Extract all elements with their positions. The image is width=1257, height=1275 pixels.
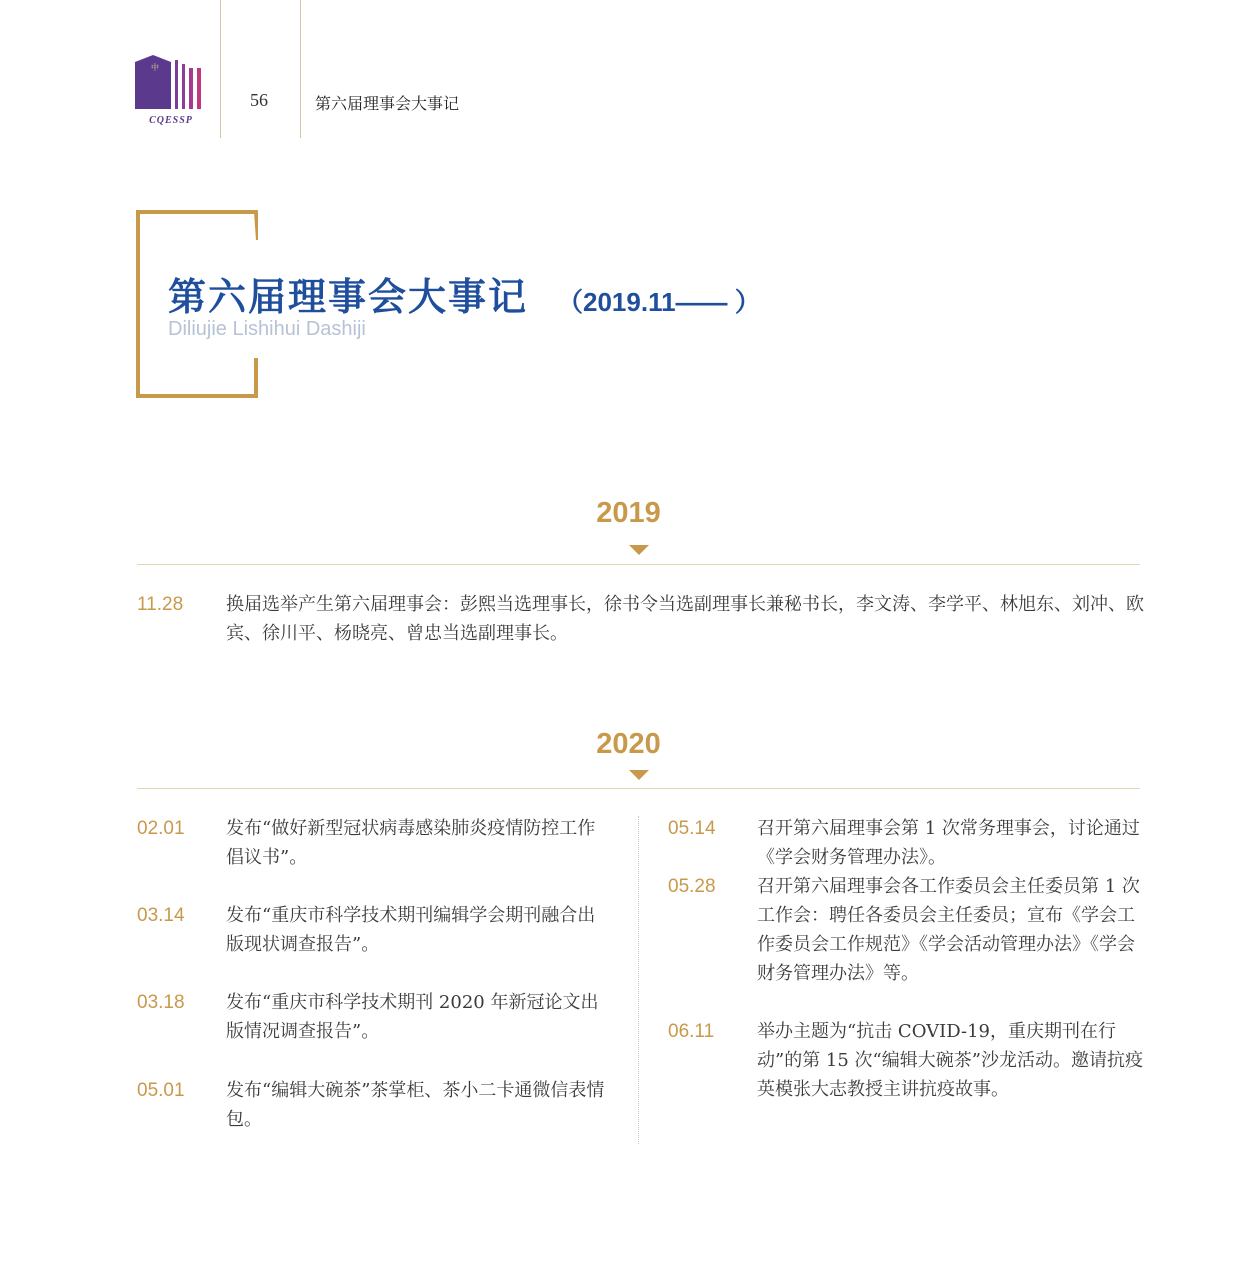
year-rule — [137, 564, 1140, 565]
year-rule — [137, 788, 1140, 789]
event-description: 换届选举产生第六届理事会：彭熙当选理事长，徐书令当选副理事长兼秘书长，李文涛、李学平、林旭东、刘冲、欧宾、徐川平、杨晓亮、曾忠当选副理事长。 — [226, 594, 1144, 644]
year-heading-2020: 2020 — [596, 728, 661, 760]
column-divider — [638, 816, 639, 1144]
event-date: 05.14 — [668, 818, 716, 839]
event-description: 发布“重庆市科学技术期刊编辑学会期刊融合出版现状调查报告”。 — [226, 905, 596, 955]
cqessp-logo — [135, 52, 207, 126]
event-date: 11.28 — [137, 594, 184, 615]
header-divider-right — [300, 0, 301, 138]
year-arrow-icon — [629, 545, 649, 555]
logo-text: CQESSP — [149, 115, 193, 126]
event-description: 发布“做好新型冠状病毒感染肺炎疫情防控工作倡议书”。 — [226, 818, 596, 868]
event-description: 召开第六届理事会第 1 次常务理事会，讨论通过《学会财务管理办法》。 — [757, 818, 1140, 868]
page-number: 56 — [250, 90, 268, 110]
page-title: 第六届理事会大事记 — [168, 274, 529, 319]
event-date: 03.14 — [137, 905, 185, 926]
year-heading-2019: 2019 — [596, 497, 661, 529]
event-description: 举办主题为“抗击 COVID-19，重庆期刊在行动”的第 15 次“编辑大碗茶”沙龙活动。邀请抗疫英模张大志教授主讲抗疫故事。 — [757, 1021, 1143, 1100]
year-arrow-icon — [629, 770, 649, 780]
event-date: 02.01 — [137, 818, 185, 839]
page-title-range: （2019.11—— ） — [557, 287, 761, 317]
page-subtitle: Diliujie Lishihui Dashiji — [168, 318, 366, 340]
event-date: 06.11 — [668, 1021, 715, 1042]
event-date: 05.01 — [137, 1080, 185, 1101]
svg-text:中: 中 — [151, 63, 159, 72]
header-divider-left — [220, 0, 221, 138]
running-title: 第六届理事会大事记 — [315, 94, 460, 113]
event-description: 发布“编辑大碗茶”茶掌柜、茶小二卡通微信表情包。 — [226, 1080, 605, 1130]
event-description: 召开第六届理事会各工作委员会主任委员第 1 次工作会：聘任各委员会主任委员；宣布《学会工作委员会工作规范》《学会活动管理办法》《学会财务管理办法》等。 — [757, 876, 1140, 984]
event-date: 03.18 — [137, 992, 185, 1013]
event-date: 05.28 — [668, 876, 716, 897]
event-description: 发布“重庆市科学技术期刊 2020 年新冠论文出版情况调查报告”。 — [226, 992, 599, 1042]
